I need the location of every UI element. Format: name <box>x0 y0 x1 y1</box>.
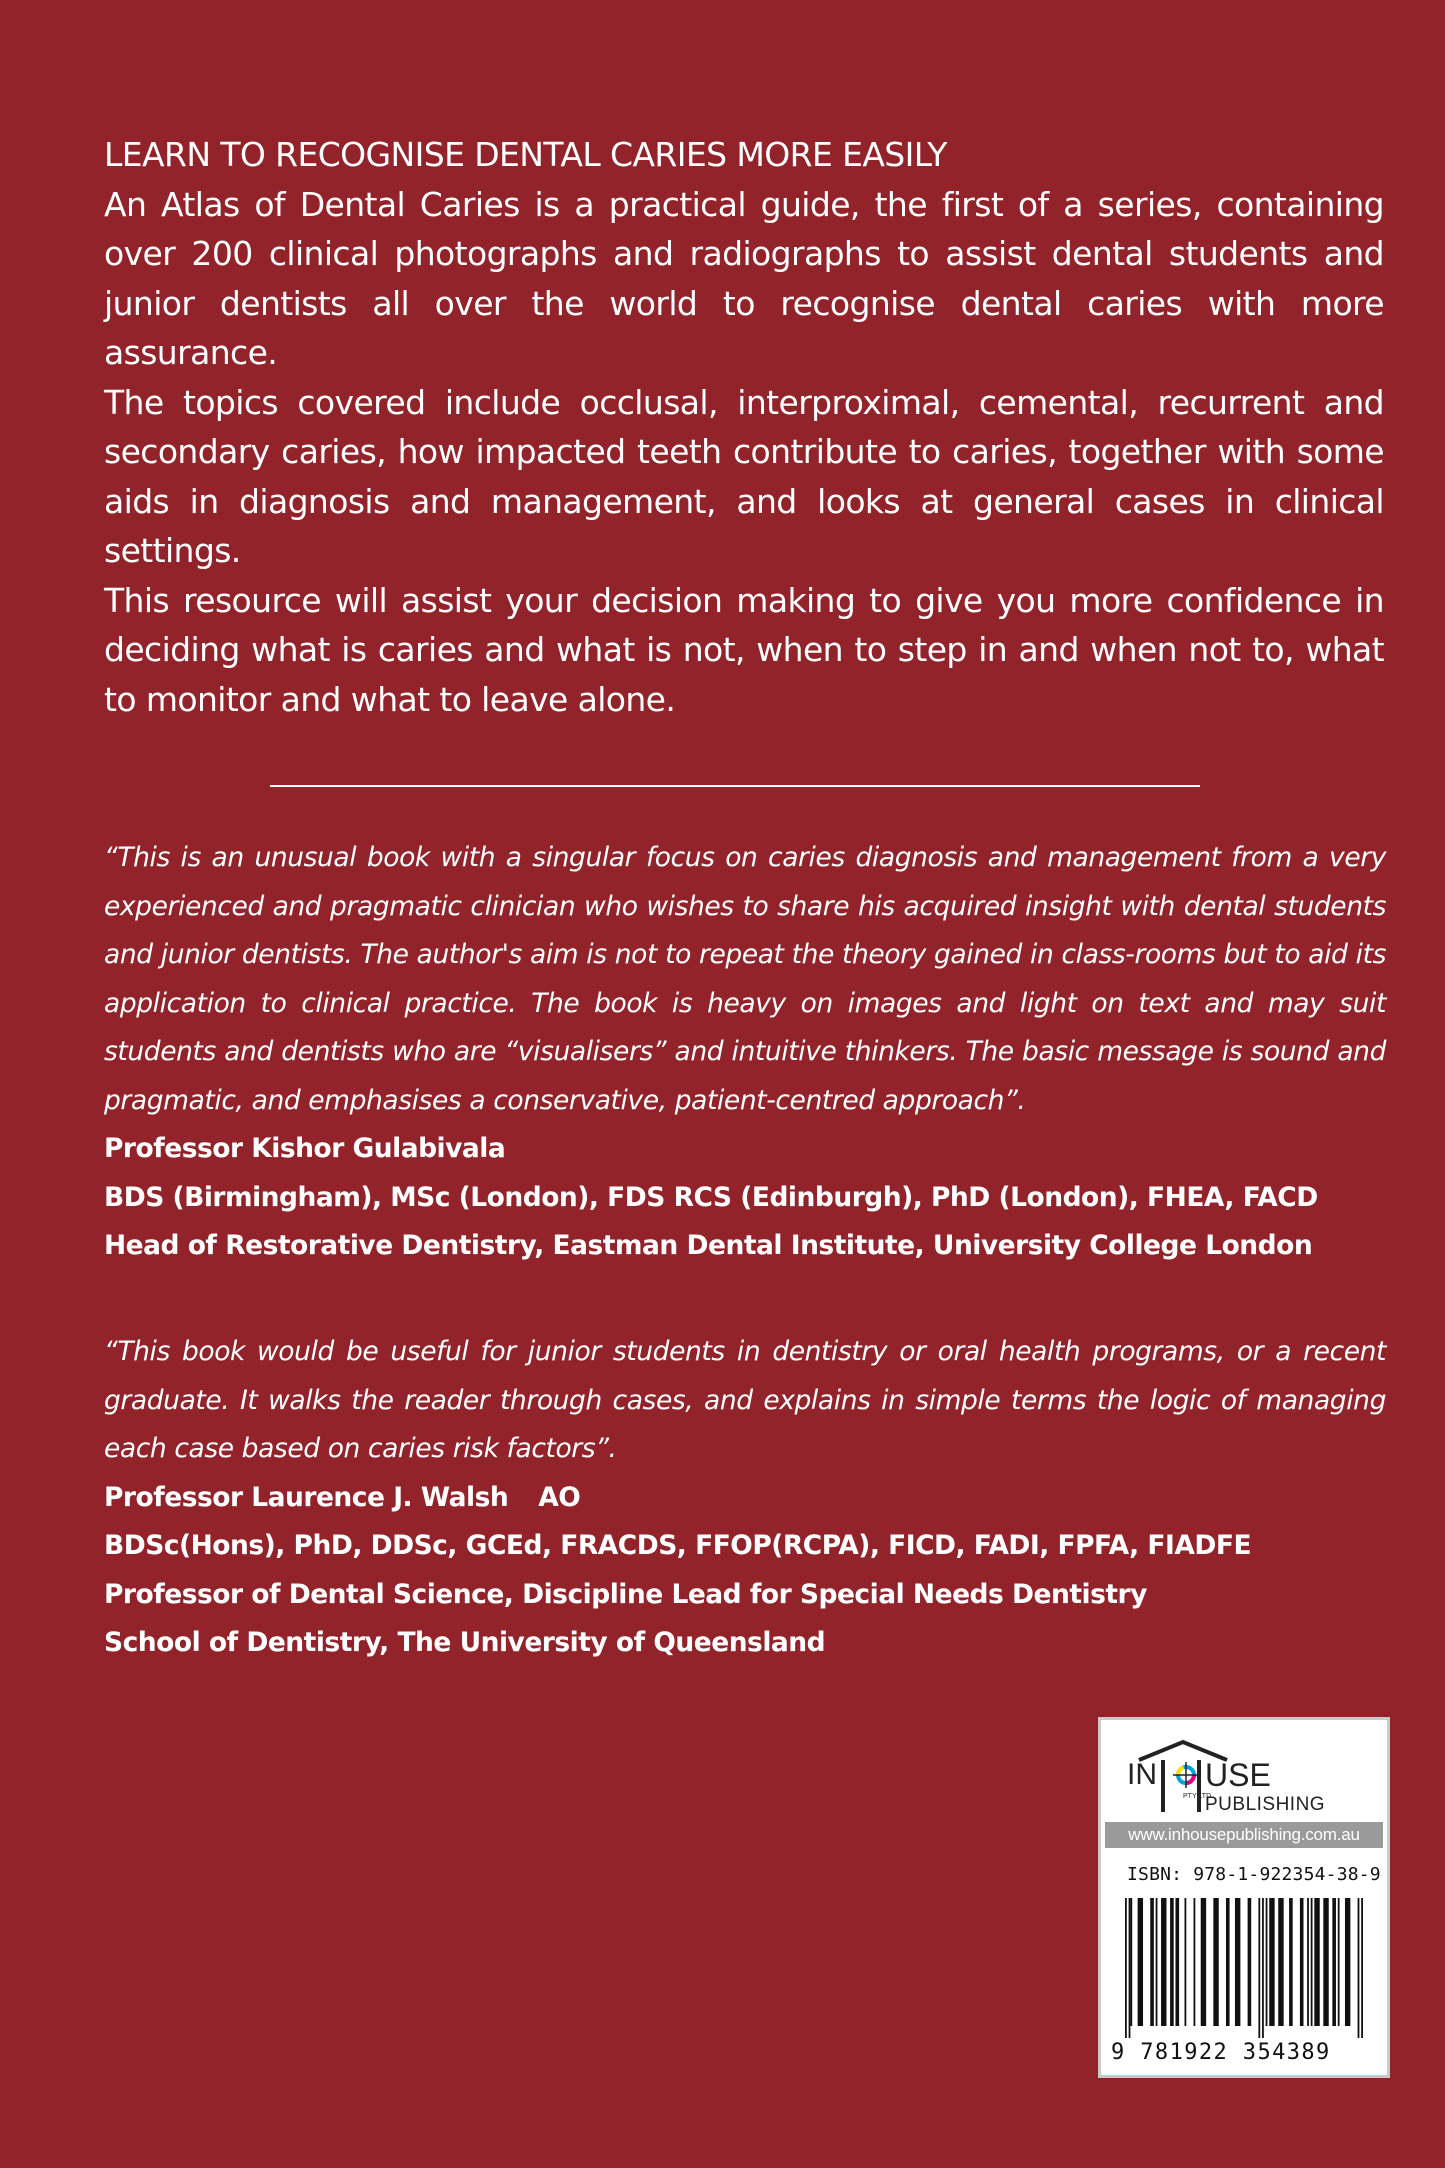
blurb-heading: LEARN TO RECOGNISE DENTAL CARIES MORE EASILY <box>104 135 947 174</box>
review-quote: “This is an unusual book with a singular focus on caries diagnosis and management from a very experienced and pragmatic clinician who wishes to share his acquired insight with dental students and junior dentists. The author's aim is not to repeat the theory gained in class-rooms but to aid its application to clinical practice. The book is heavy on images and light on text and may suit students and dentists who are “visualisers” and intuitive thinkers. The basic message is sound and pragmatic, and emphasises a conservative, patient-centred approach”. <box>104 842 1386 1116</box>
barcode-bar <box>1358 1898 1360 2038</box>
barcode-bar <box>1361 1898 1363 2038</box>
reviewer-honour: AO <box>538 1481 581 1513</box>
barcode-bar <box>1201 1898 1206 2026</box>
divider-line <box>270 785 1200 787</box>
barcode-bar <box>1226 1898 1230 2026</box>
isbn-barcode <box>1121 1898 1367 2038</box>
barcode-bar <box>1150 1898 1154 2026</box>
reviewer-name-text: Professor Laurence J. Walsh <box>104 1481 509 1513</box>
barcode-bar <box>1289 1898 1293 2026</box>
barcode-bar <box>1138 1898 1143 2026</box>
barcode-bar <box>1300 1898 1304 2026</box>
barcode-bar <box>1269 1898 1274 2026</box>
logo-use-text: USE <box>1205 1757 1271 1793</box>
blurb <box>104 130 1384 724</box>
review <box>104 834 1386 1271</box>
barcode-bar <box>1235 1898 1240 2026</box>
reviewer-affiliation: School of Dentistry, The University of Queensland <box>104 1627 826 1658</box>
publisher-barcode-block <box>1101 1720 1387 2075</box>
barcode-bar <box>1175 1898 1179 2026</box>
barcode-bar <box>1338 1898 1340 2026</box>
barcode-bar <box>1125 1898 1127 2038</box>
reviewer-position: Head of Restorative Dentistry, Eastman Dental Institute, University College London <box>104 1230 1313 1261</box>
barcode-bar <box>1185 1898 1187 2026</box>
barcode-bar <box>1248 1898 1252 2026</box>
barcode-bar <box>1307 1898 1309 2026</box>
reviewer-name <box>104 1125 1386 1174</box>
barcode-bar <box>1266 1898 1268 2026</box>
review <box>104 1328 1386 1668</box>
isbn-label: ISBN: 978-1-922354-38-9 <box>1127 1864 1381 1885</box>
reviewer-credentials: BDS (Birmingham), MSc (London), FDS RCS (Edinburgh), PhD (London), FHEA, FACD <box>104 1181 1318 1213</box>
barcode-bar <box>1278 1898 1283 2026</box>
reviewer-name <box>104 1474 1386 1523</box>
barcode-bar <box>1161 1898 1166 2026</box>
logo-pty-text: PTY LTD <box>1183 1793 1212 1800</box>
barcode-bar <box>1130 1898 1132 2026</box>
barcode-bar <box>1194 1898 1196 2026</box>
barcode-bar <box>1262 1898 1264 2038</box>
logo-in-text: IN <box>1127 1758 1157 1791</box>
barcode-bar <box>1311 1898 1313 2026</box>
reviewer-position: Professor of Dental Science, Discipline Lead for Special Needs Dentistry <box>104 1578 1147 1610</box>
barcode-digits: 9 781922 354389 <box>1111 2040 1331 2065</box>
review-quote: “This book would be useful for junior students in dentistry or oral health programs, or a recent graduate. It walks the reader through cases, and explains in simple terms the logic of managing each case based on caries risk factors”. <box>104 1336 1386 1464</box>
barcode-bar <box>1213 1898 1218 2026</box>
barcode-bar <box>1258 1898 1260 2038</box>
blurb-paragraph: An Atlas of Dental Caries is a practical guide, the first of a series, containing over 200 clinical photographs and radiographs to assist dental students and junior dentists all over the world to recognise dental caries with more assurance. <box>104 184 1384 372</box>
barcode-bar <box>1345 1898 1350 2026</box>
barcode-bar <box>1332 1898 1336 2026</box>
barcode-bar <box>1323 1898 1328 2026</box>
blurb-paragraph: This resource will assist your decision making to give you more confidence in deciding what is caries and what is not, when to step in and when not to, what to monitor and what to leave alone. <box>104 580 1384 719</box>
publisher-url: www.inhousepublishing.com.au <box>1105 1822 1383 1848</box>
barcode-bar <box>1156 1898 1158 2026</box>
barcode-bar <box>1170 1898 1174 2026</box>
blurb-paragraph: The topics covered include occlusal, interproximal, cemental, recurrent and secondary caries, how impacted teeth contribute to caries, together with some aids in diagnosis and management, and looks at general cases in clinical settings. <box>104 382 1384 570</box>
logo-publishing-text: PUBLISHING <box>1205 1794 1326 1815</box>
logo-h-stroke <box>1161 1760 1165 1812</box>
logo-h-stroke <box>1197 1760 1201 1812</box>
inhouse-publishing-logo <box>1121 1738 1371 1816</box>
reviewer-credentials: BDSc(Hons), PhD, DDSc, GCEd, FRACDS, FFOP(RCPA), FICD, FADI, FPFA, FIADFE <box>104 1530 1252 1561</box>
reviewer-name-text: Professor Kishor Gulabivala <box>104 1133 506 1164</box>
barcode-bar <box>1129 1898 1131 2038</box>
barcode-bar <box>1314 1898 1319 2026</box>
